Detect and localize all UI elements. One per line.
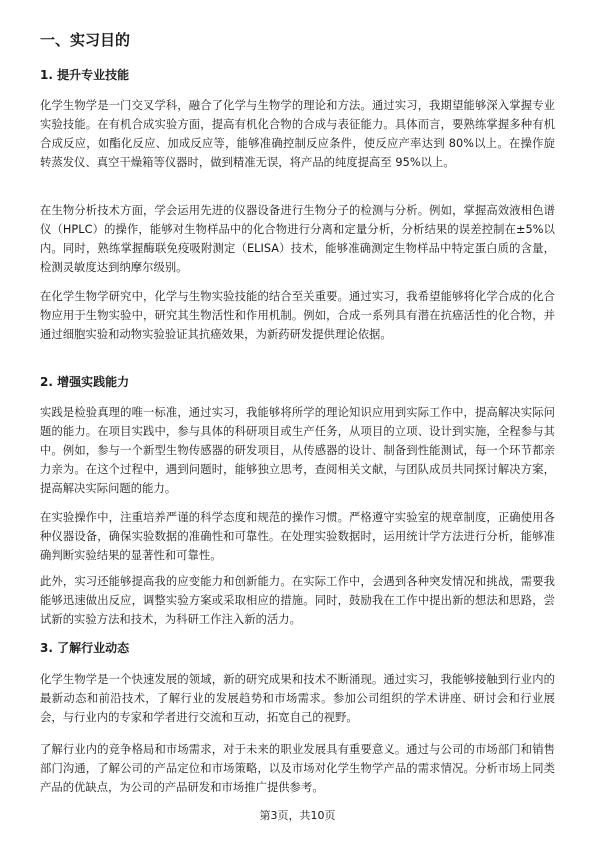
paragraph-3-2: 了解行业内的竞争格局和市场需求，对于未来的职业发展具有重要意义。通过与公司的市场部门和销售部门沟通，了解公司的产品定位和市场策略，以及市场对化学生物学产品的需求情况。分析市场上同类产品的优缺点，为公司的产品研发和市场推广提供参考。 (40, 743, 555, 794)
subsection-heading-1: 1. 提升专业技能 (40, 68, 130, 82)
paragraph-1-1: 化学生物学是一门交叉学科，融合了化学与生物学的理论和方法。通过实习，我期望能够深入掌握专业实验技能。在有机合成实验方面，提高有机化合物的合成与表征能力。具体而言，要熟练掌握多种有机合成反应，如酯化反应、加成反应等，能够准确控制反应条件，使反应产率达到 80%以上。在操作旋转蒸发仪、真空干燥箱等仪器时，做到精准无误，将产品的纯度提高至 95%以上。 (40, 99, 555, 169)
paragraph-2-3: 此外，实习还能够提高我的应变能力和创新能力。在实际工作中，会遇到各种突发情况和挑战，需要我能够迅速做出反应，调整实验方案或采取相应的措施。同时，鼓励我在工作中提出新的想法和思路，尝试新的实验方法和技术，为科研工作注入新的活力。 (40, 575, 555, 626)
paragraph-3-1: 化学生物学是一个快速发展的领域，新的研究成果和技术不断涌现。通过实习，我能够接触到行业内的最新动态和前沿技术，了解行业的发展趋势和市场需求。参加公司组织的学术讲座、研讨会和行业展会，与行业内的专家和学者进行交流和互动，拓宽自己的视野。 (40, 673, 555, 724)
page-number: 第3页，共10页 (259, 809, 336, 822)
paragraph-1-3: 在化学生物学研究中，化学与生物实验技能的结合至关重要。通过实习，我希望能够将化学合成的化合物应用于生物实验中，研究其生物活性和作用机制。例如，合成一系列具有潜在抗癌活性的化合物，并通过细胞实验和动物实验验证其抗癌效果，为新药研发提供理论依据。 (40, 290, 555, 341)
paragraph-2-2: 在实验操作中，注重培养严谨的科学态度和规范的操作习惯。严格遵守实验室的规章制度，正确使用各种仪器设备，确保实验数据的准确性和可靠性。在处理实验数据时，运用统计学方法进行分析，能够准确判断实验结果的显著性和可靠性。 (40, 511, 555, 562)
section-title: 一、实习目的 (40, 31, 131, 49)
subsection-heading-3: 3. 了解行业动态 (40, 641, 130, 655)
paragraph-2-1: 实践是检验真理的唯一标准，通过实习，我能够将所学的理论知识应用到实际工作中，提高解决实际问题的能力。在项目实践中，参与具体的科研项目或生产任务，从项目的立项、设计到实施，全程参与其中。例如，参与一个新型生物传感器的研发项目，从传感器的设计、制备到性能测试，每一个环节都亲力亲为。在这个过程中，遇到问题时，能够独立思考，查阅相关文献，与团队成员共同探讨解决方案，提高解决实际问题的能力。 (40, 406, 555, 495)
subsection-heading-2: 2. 增强实践能力 (40, 375, 130, 389)
paragraph-1-2: 在生物分析技术方面，学会运用先进的仪器设备进行生物分子的检测与分析。例如，掌握高效液相色谱仪（HPLC）的操作，能够对生物样品中的化合物进行分离和定量分析，分析结果的误差控制在±5%以内。同时，熟练掌握酶联免疫吸附测定（ELISA）技术，能够准确测定生物样品中特定蛋白质的含量，检测灵敏度达到纳摩尔级别。 (40, 204, 555, 274)
